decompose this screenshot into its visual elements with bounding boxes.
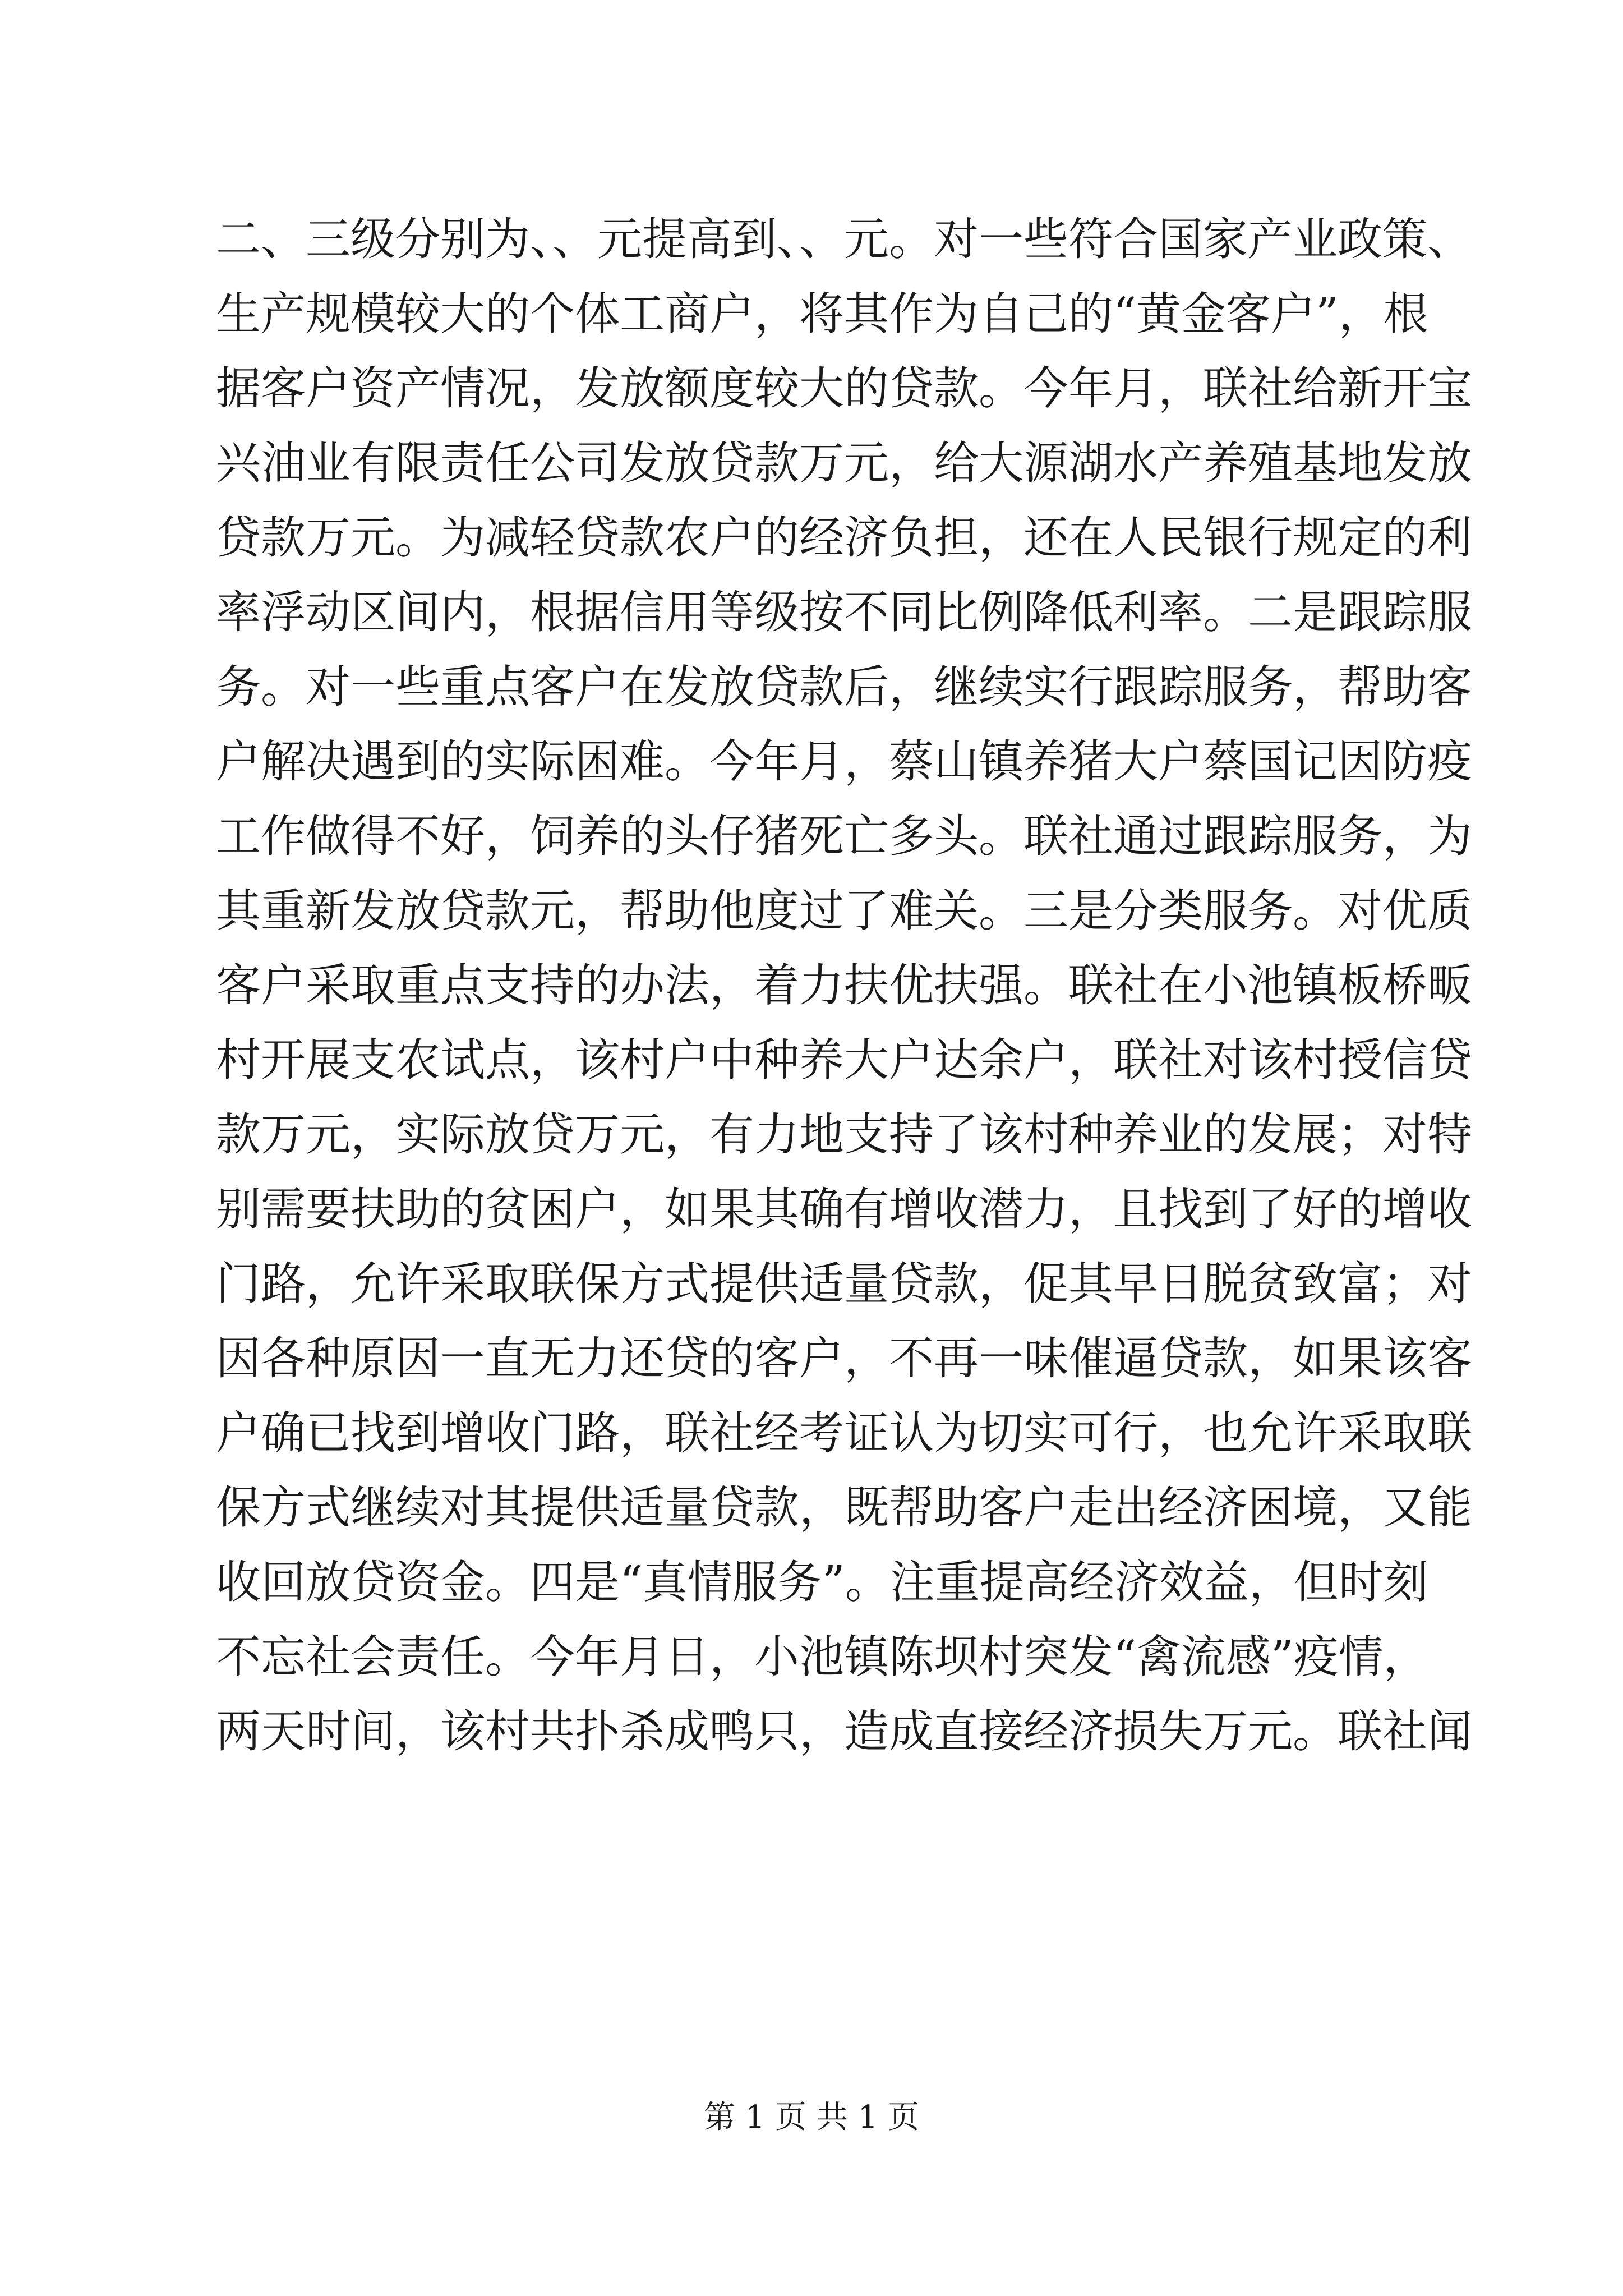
text-line: 门路，允许采取联保方式提供适量贷款，促其早日脱贫致富；对 xyxy=(216,1258,1472,1310)
text-line: 收回放贷资金。四是“真情服务”。注重提高经济效益，但时刻 xyxy=(216,1556,1428,1608)
text-line: 务。对一些重点客户在发放贷款后，继续实行跟踪服务，帮助客 xyxy=(216,661,1472,713)
text-line: 二、三级分别为、、元提高到、、元。对一些符合国家产业政策、 xyxy=(216,213,1472,265)
text-line: 其重新发放贷款元，帮助他度过了难关。三是分类服务。对优质 xyxy=(216,885,1472,937)
page-number-label: 第 1 页 共 1 页 xyxy=(703,2099,920,2136)
text-line: 保方式继续对其提供适量贷款，既帮助客户走出经济困境，又能 xyxy=(216,1481,1472,1534)
text-line: 兴油业有限责任公司发放贷款万元，给大源湖水产养殖基地发放 xyxy=(216,437,1472,489)
body-text xyxy=(216,202,1472,1769)
text-line: 款万元，实际放贷万元，有力地支持了该村种养业的发展；对特 xyxy=(216,1108,1472,1161)
text-line: 不忘社会责任。今年月日，小池镇陈坝村突发“禽流感”疫情， xyxy=(216,1631,1428,1683)
text-line: 两天时间，该村共扑杀成鸭只，造成直接经济损失万元。联社闻 xyxy=(216,1705,1472,1757)
page-footer xyxy=(0,2098,1623,2137)
text-line: 贷款万元。为减轻贷款农户的经济负担，还在人民银行规定的利 xyxy=(216,512,1472,564)
text-line: 率浮动区间内，根据信用等级按不同比例降低利率。二是跟踪服 xyxy=(216,586,1472,638)
text-line: 户解决遇到的实际困难。今年月，蔡山镇养猪大户蔡国记因防疫 xyxy=(216,735,1472,788)
text-line: 工作做得不好，饲养的头仔猪死亡多头。联社通过跟踪服务，为 xyxy=(216,810,1472,862)
text-line: 别需要扶助的贫困户，如果其确有增收潜力，且找到了好的增收 xyxy=(216,1183,1472,1235)
text-line: 因各种原因一直无力还贷的客户，不再一味催逼贷款，如果该客 xyxy=(216,1332,1472,1384)
text-line: 户确已找到增收门路，联社经考证认为切实可行，也允许采取联 xyxy=(216,1407,1472,1459)
text-line: 生产规模较大的个体工商户，将其作为自己的“黄金客户”，根 xyxy=(216,288,1428,340)
text-line: 村开展支农试点，该村户中种养大户达余户，联社对该村授信贷 xyxy=(216,1034,1472,1086)
text-line: 客户采取重点支持的办法，着力扶优扶强。联社在小池镇板桥畈 xyxy=(216,959,1472,1011)
text-line: 据客户资产情况，发放额度较大的贷款。今年月，联社给新开宝 xyxy=(216,362,1472,415)
